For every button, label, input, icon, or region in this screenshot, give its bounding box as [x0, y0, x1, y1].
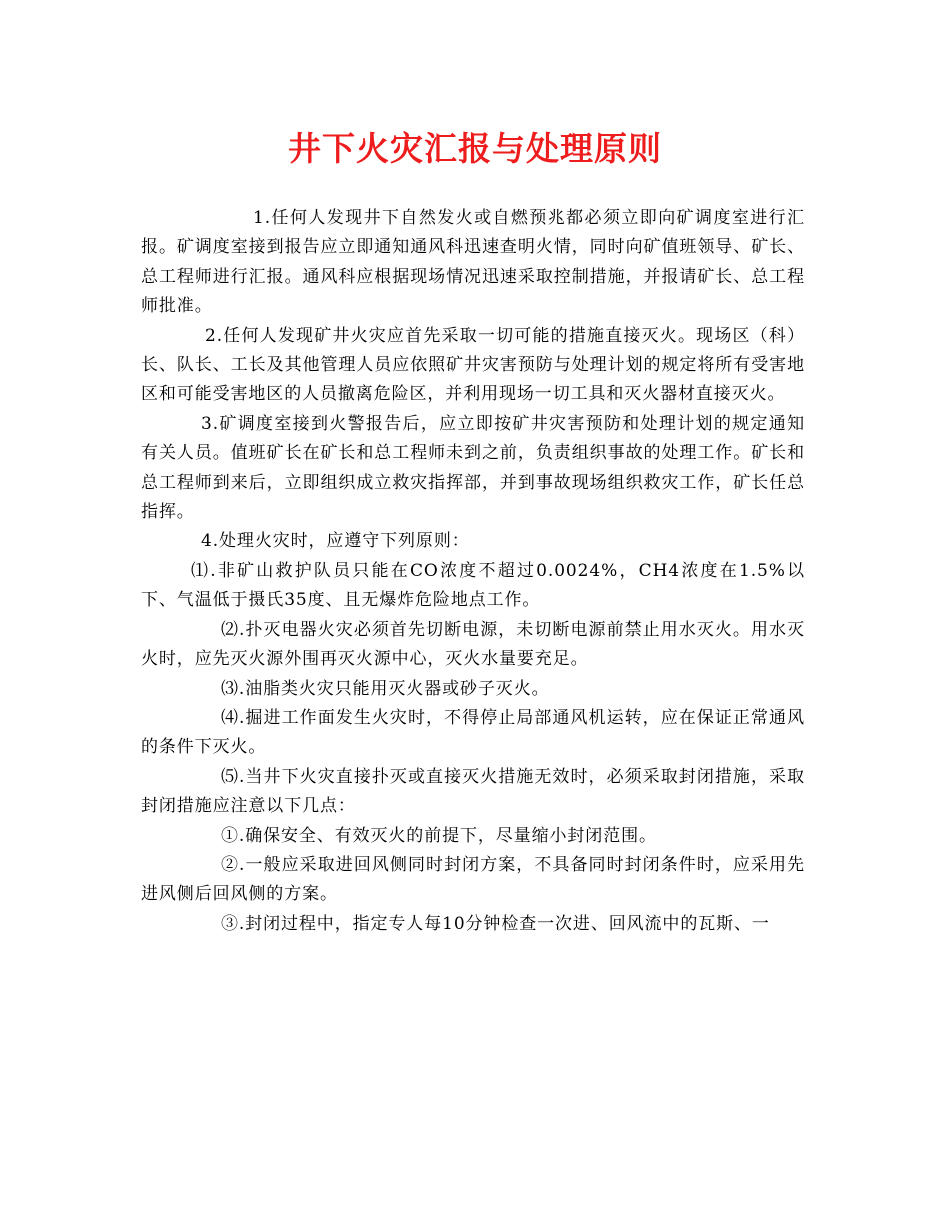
- paragraph-4-5-b: ②.一般应采取进回风侧同时封闭方案，不具备同时封闭条件时，应采用先进风侧后回风侧的方案。: [141, 854, 805, 905]
- paragraph-3: 3.矿调度室接到火警报告后，应立即按矿井灾害预防和处理计划的规定通知有关人员。值班矿长在矿长和总工程师未到之前，负责组织事故的处理工作。矿长和总工程师到来后，立即组织成立救灾指挥部，并到事故现场组织救灾工作，矿长任总指挥。: [141, 413, 805, 523]
- paragraph-4-5-c: ③.封闭过程中，指定专人每10分钟检查一次进、回风流中的瓦斯、一: [221, 913, 770, 934]
- paragraph-4-2: ⑵.扑灭电器火灾必须首先切断电源，未切断电源前禁止用水灭火。用水灭火时，应先灭火源外围再灭火源中心，灭火水量要充足。: [141, 619, 805, 670]
- paragraph-4: 4.处理火灾时，应遵守下列原则：: [201, 531, 470, 552]
- paragraph-4-1: ⑴.非矿山救护队员只能在CO浓度不超过0.0024%，CH4浓度在1.5%以下、气温低于摄氏35度、且无爆炸危险地点工作。: [141, 560, 805, 611]
- paragraph-4-5: ⑸.当井下火灾直接扑灭或直接灭火措施无效时，必须采取封闭措施，采取封闭措施应注意以下几点：: [141, 766, 805, 817]
- paragraph-4-3: ⑶.油脂类火灾只能用灭火器或砂子灭火。: [221, 678, 550, 699]
- paragraph-4-5-a: ①.确保安全、有效灭火的前提下，尽量缩小封闭范围。: [221, 825, 657, 846]
- paragraph-2: 2.任何人发现矿井火灾应首先采取一切可能的措施直接灭火。现场区（科）长、队长、工长及其他管理人员应依照矿井灾害预防与处理计划的规定将所有受害地区和可能受害地区的人员撤离危险区，并利用现场一切工具和灭火器材直接灭火。: [141, 325, 805, 405]
- paragraph-4-4: ⑷.掘进工作面发生火灾时，不得停止局部通风机运转，应在保证正常通风的条件下灭火。: [141, 707, 805, 758]
- document-body: [141, 204, 805, 939]
- paragraph-1: 1.任何人发现井下自然发火或自燃预兆都必须立即向矿调度室进行汇报。矿调度室接到报告应立即通知通风科迅速查明火情，同时向矿值班领导、矿长、总工程师进行汇报。通风科应根据现场情况迅速采取控制措施，并报请矿长、总工程师批准。: [141, 208, 805, 317]
- document-title: 井下火灾汇报与处理原则: [288, 129, 662, 168]
